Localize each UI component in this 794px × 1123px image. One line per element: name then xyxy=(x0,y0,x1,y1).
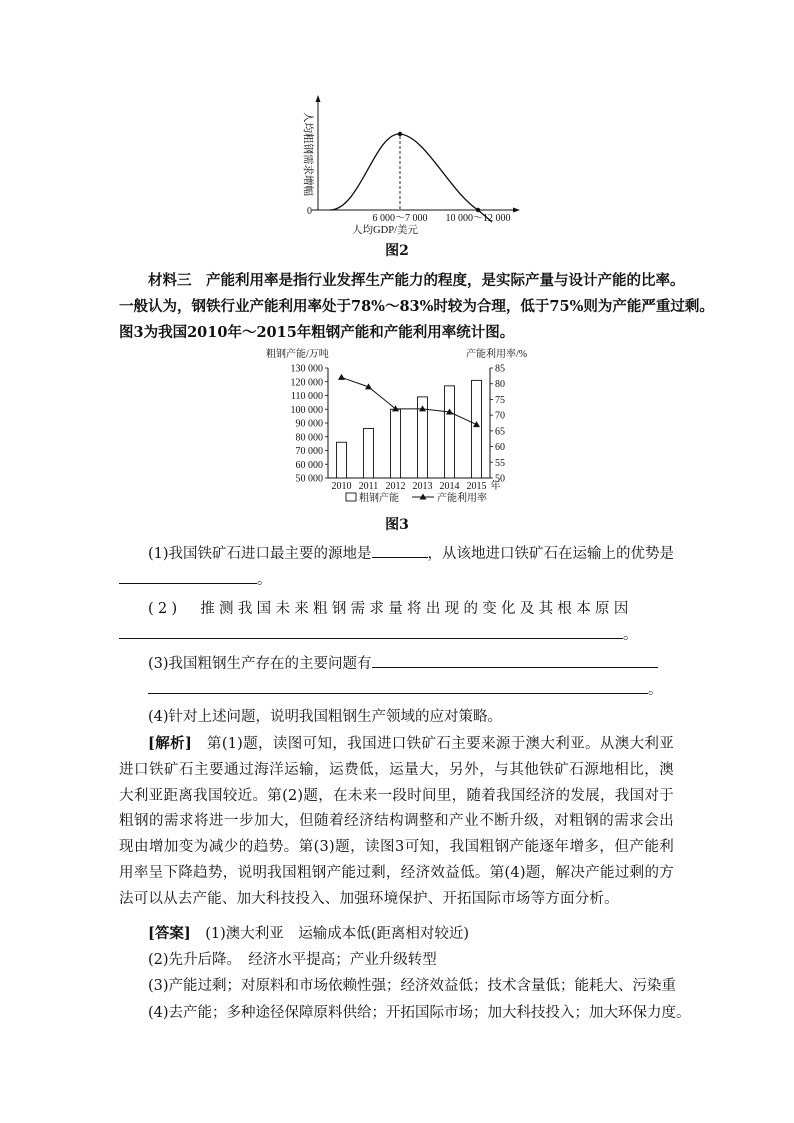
fig3-x-tick-label: 2011 xyxy=(358,481,379,492)
answer-2: (2)先升后降。 经济水平提高；产业升级转型 xyxy=(148,952,437,968)
fig3-legend-bar-label: 粗钢产能 xyxy=(359,493,399,504)
analysis-text: 第(1)题，读图可知，我国进口铁矿石主要来源于澳大利亚。从澳大利亚进口铁矿石主要通过海洋运输，运费低，运量大，另外，与其他铁矿石源地相比，澳大利亚距离我国较近。第(2)题，在未来一段时间里，随着我国经济的发展，我国对于粗钢的需求将进一步加大，但随着经济结构调整和产业不断升级，对粗钢的需求会出现由增加变为减少的趋势。第(3)题，读图3可知，我国粗钢产能逐年增多，但产能利用率呈下降趋势，说明我国粗钢产能过剩，经济效益低。第(4)题，解决产能过剩的方法可以从去产能、加大科技投入、加强环境保护、开拓国际市场等方面分析。 xyxy=(119,736,674,907)
fig3-left-tick-label: 130 000 xyxy=(290,363,323,375)
fig3-left-tick-label: 100 000 xyxy=(290,404,323,416)
fig3-left-tick-label: 70 000 xyxy=(295,446,323,457)
fig3-left-tick-label: 80 000 xyxy=(295,432,323,444)
fig3-x-suffix: 年 xyxy=(490,481,501,492)
fig3-utilization-point-2010 xyxy=(338,374,345,380)
answer-line-1 xyxy=(148,922,469,943)
fig3-left-tick-label: 120 000 xyxy=(290,377,323,389)
fig3-x-tick-label: 2014 xyxy=(439,481,460,492)
fig3-right-axis-title: 产能利用率/% xyxy=(466,349,528,360)
fig3-bar-2015 xyxy=(472,380,482,478)
fig3-left-tick-label: 60 000 xyxy=(295,459,323,471)
fig3-x-tick-label: 2013 xyxy=(412,481,433,492)
question-3-line-1 xyxy=(148,652,658,673)
fig3-left-tick-label: 110 000 xyxy=(290,391,323,402)
question-1-blank-b[interactable] xyxy=(119,569,257,584)
fig3-left-tick-label: 50 000 xyxy=(295,473,323,485)
fig2-tick-1: 6 000～7 000 xyxy=(372,213,428,224)
material3-line-2: 一般认为，钢铁行业产能利用率处于78%～83%时较为合理，低于75%则为产能严重过剩。 xyxy=(119,298,714,315)
analysis-block xyxy=(119,731,674,913)
fig2-curve xyxy=(330,134,492,222)
fig3-bar-2010 xyxy=(337,442,347,478)
fig3-bar-2011 xyxy=(364,429,374,479)
answer-label: [答案] xyxy=(148,925,191,942)
fig3-right-tick-label: 65 xyxy=(495,426,505,438)
fig2-zero-point xyxy=(476,208,480,212)
answer-1: (1)澳大利亚 运输成本低(距离相对较近) xyxy=(205,926,470,942)
fig3-bar-2014 xyxy=(445,386,455,478)
fig2-peak-point xyxy=(398,132,402,136)
fig3-right-tick-label: 80 xyxy=(495,379,505,391)
fig3-x-tick-label: 2012 xyxy=(385,481,406,492)
question-3-blank-b[interactable] xyxy=(148,679,648,694)
question-2-end: 。 xyxy=(623,627,638,643)
material3-line-1: 材料三 产能利用率是指行业发挥生产能力的程度，是实际产量与设计产能的比率。 xyxy=(148,272,685,289)
fig3-right-tick-label: 50 xyxy=(495,473,505,485)
answer-3: (3)产能过剩；对原料和市场依赖性强；经济效益低；技术含量低；能耗大、污染重 xyxy=(148,978,677,994)
fig3-right-tick-label: 70 xyxy=(495,410,505,422)
fig3-bar-2012 xyxy=(391,409,401,478)
fig3-right-tick-label: 75 xyxy=(495,394,505,406)
question-1-blank-a[interactable] xyxy=(372,543,428,558)
fig2-y-arrow xyxy=(316,95,321,102)
fig2-y-label: 人均粗钢需求增幅 xyxy=(302,112,313,196)
question-3-blank-a[interactable] xyxy=(372,653,658,668)
question-1-line-2 xyxy=(119,568,272,589)
question-3-text: (3)我国粗钢生产存在的主要问题有 xyxy=(148,656,372,672)
fig3-utilization-line xyxy=(342,377,477,424)
fig2-zero-label: 0 xyxy=(307,206,312,217)
question-3-end: 。 xyxy=(648,682,663,698)
question-1-end: 。 xyxy=(257,572,272,588)
fig3-right-tick-label: 55 xyxy=(495,457,505,469)
figure-3-caption: 图3 xyxy=(385,517,409,533)
question-1-line-1 xyxy=(148,542,674,563)
fig3-left-axis-title: 粗钢产能/万吨 xyxy=(266,349,329,360)
figure-2-caption: 图2 xyxy=(385,243,409,259)
question-2-blank[interactable] xyxy=(119,624,623,639)
fig2-x-arrow xyxy=(513,208,520,213)
fig3-x-tick-label: 2015 xyxy=(466,481,487,492)
question-2-line-2 xyxy=(119,623,638,644)
fig3-x-tick-label: 2010 xyxy=(331,481,352,492)
question-1-text-a: (1)我国铁矿石进口最主要的源地是 xyxy=(148,546,372,562)
fig3-right-tick-label: 85 xyxy=(495,363,505,375)
analysis-label: [解析] xyxy=(148,735,193,752)
fig3-legend-bar-swatch xyxy=(346,493,356,501)
question-2-line-1: (2) 推测我国未来粗钢需求量将出现的变化及其根本原因 xyxy=(148,601,633,617)
fig3-right-tick-label: 60 xyxy=(495,442,505,454)
question-3-line-2 xyxy=(148,678,663,699)
figure-3-chart xyxy=(262,346,552,508)
fig2-tick-2: 10 000～12 000 xyxy=(445,213,511,224)
question-1-text-b: ，从该地进口铁矿石在运输上的优势是 xyxy=(427,546,675,562)
question-4: (4)针对上述问题，说明我国粗钢生产领域的应对策略。 xyxy=(148,709,503,725)
fig2-x-label: 人均GDP/美元 xyxy=(352,225,418,236)
fig3-legend-line-label: 产能利用率 xyxy=(437,493,487,504)
material3-line-3: 图3为我国2010年～2015年粗钢产能和产能利用率统计图。 xyxy=(119,324,515,341)
answer-4: (4)去产能；多种途径保障原料供给；开拓国际市场；加大科技投入；加大环保力度。 xyxy=(148,1005,691,1021)
fig3-left-tick-label: 90 000 xyxy=(295,418,323,430)
figure-2-chart xyxy=(290,92,530,237)
